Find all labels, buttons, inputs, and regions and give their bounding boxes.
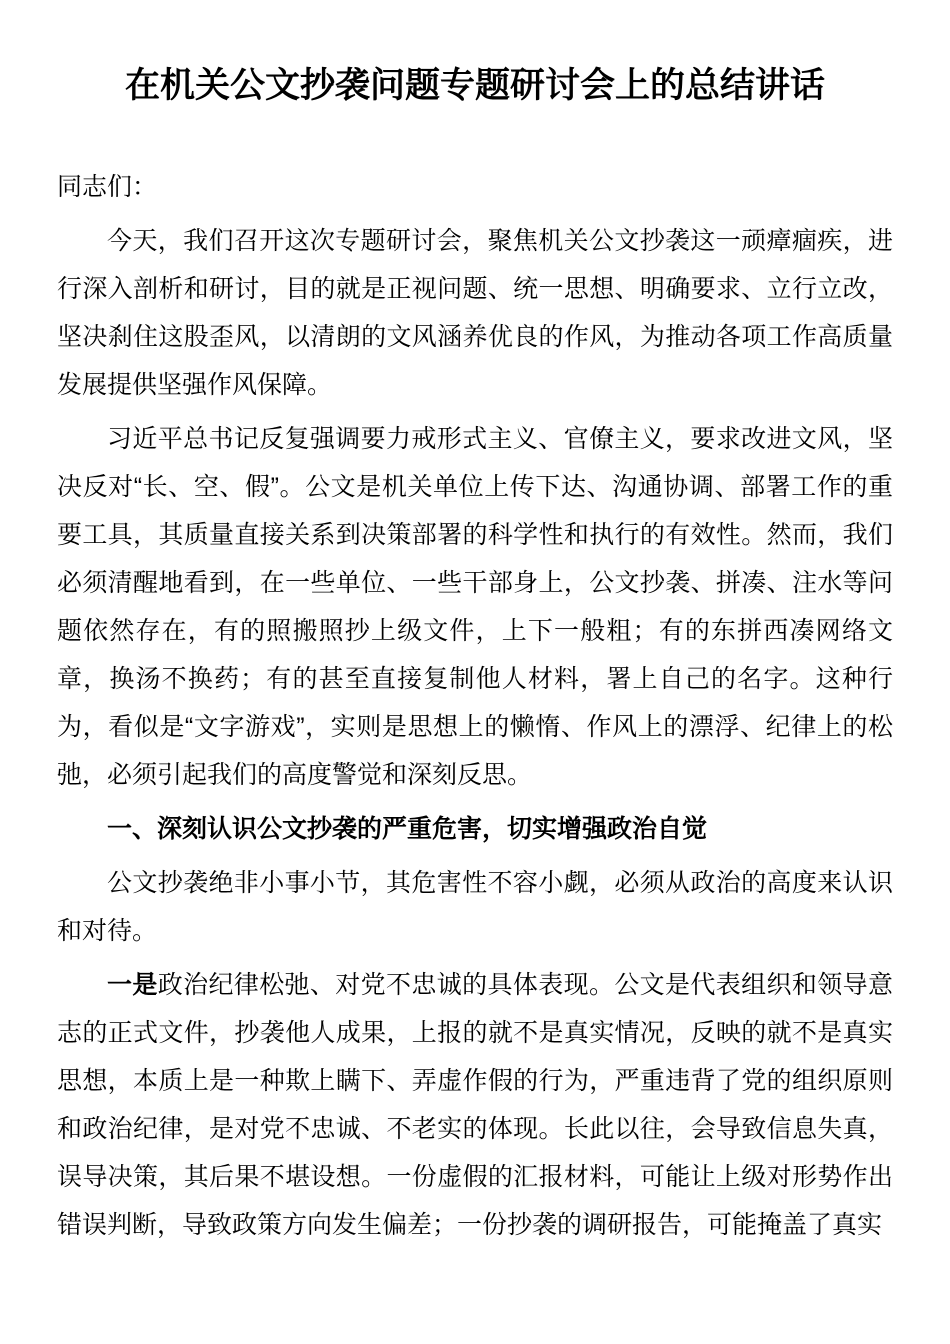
paragraph-harm-intro: 公文抄袭绝非小事小节，其危害性不容小觑，必须从政治的高度来认识和对待。 bbox=[57, 869, 893, 945]
document-title: 在机关公文抄袭问题专题研讨会上的总结讲话 bbox=[124, 66, 825, 105]
point-one-lead-label: 一是 bbox=[107, 971, 158, 999]
salutation: 同志们： bbox=[57, 173, 158, 201]
paragraph-point-one bbox=[57, 961, 893, 1249]
section-heading-one: 一、深刻认识公文抄袭的严重危害，切实增强政治自觉 bbox=[107, 815, 708, 843]
paragraph-opening: 今天，我们召开这次专题研讨会，聚焦机关公文抄袭这一顽瘴痼疾，进行深入剖析和研讨，目的就是正视问题、统一思想、明确要求、立行立改，坚决刹住这股歪风，以清朗的文风涵养优良的作风，为推动各项工作高质量发展提供坚强作风保障。 bbox=[57, 227, 893, 399]
point-one-body-text: 政治纪律松弛、对党不忠诚的具体表现。公文是代表组织和领导意志的正式文件，抄袭他人成果，上报的就不是真实情况，反映的就不是真实思想，本质上是一种欺上瞒下、弄虚作假的行为，严重违背了党的组织原则和政治纪律，是对党不忠诚、不老实的体现。长此以往，会导致信息失真，误导决策，其后果不堪设想。一份虚假的汇报材料，可能让上级对形势作出错误判断，导致政策方向发生偏差；一份抄袭的调研报告，可能掩盖了真实 bbox=[57, 971, 893, 1239]
paragraph-problem-analysis: 习近平总书记反复强调要力戒形式主义、官僚主义，要求改进文风，坚决反对“长、空、假”。公文是机关单位上传下达、沟通协调、部署工作的重要工具，其质量直接关系到决策部署的科学性和执行的有效性。然而，我们必须清醒地看到，在一些单位、一些干部身上，公文抄袭、拼凑、注水等问题依然存在，有的照搬照抄上级文件，上下一般粗；有的东拼西凑网络文章，换汤不换药；有的甚至直接复制他人材料，署上自己的名字。这种行为，看似是“文字游戏”，实则是思想上的懒惰、作风上的漂浮、纪律上的松弛，必须引起我们的高度警觉和深刻反思。 bbox=[57, 425, 893, 789]
